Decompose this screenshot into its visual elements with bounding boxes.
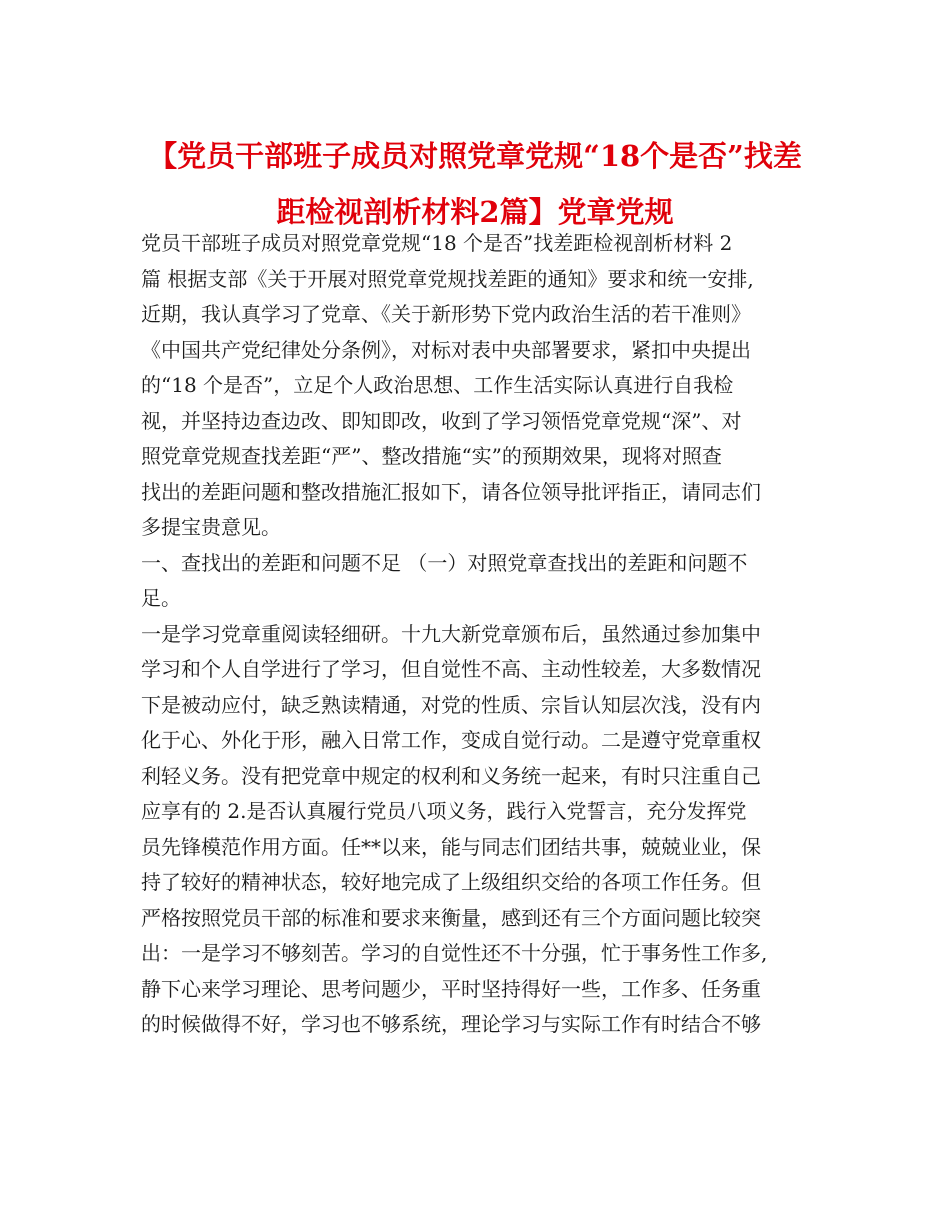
title-line: 距检视剖析材料2篇】党章党规 [276, 195, 674, 229]
body-line: 近期，我认真学习了党章、《关于新形势下党内政治生活的若干准则》 [141, 302, 751, 326]
body-line: 的时候做得不好，学习也不够系统，理论学习与实际工作有时结合不够 [141, 1012, 761, 1036]
body-line: 足。 [141, 586, 181, 610]
title-line: 【党员干部班子成员对照党章党规“18个是否”找差 [148, 139, 802, 173]
document-title [100, 128, 850, 240]
body-line: 员先锋模范作用方面。任**以来，能与同志们团结共事，兢兢业业，保 [141, 834, 761, 859]
body-line: 找出的差距问题和整改措施汇报如下，请各位领导批评指正，请同志们 [141, 479, 761, 504]
body-line: 出：一是学习不够刻苦。学习的自觉性还不十分强，忙于事务性工作多, [141, 941, 768, 965]
body-line: 利轻义务。没有把党章中规定的权利和义务统一起来，有时只注重自己 [141, 763, 761, 788]
body-line: 化于心、外化于形，融入日常工作，变成自觉行动。二是遵守党章重权 [141, 728, 761, 752]
document-body [141, 226, 821, 1043]
body-line: 学习和个人自学进行了学习，但自觉性不高、主动性较差，大多数情况 [141, 657, 761, 681]
body-line: 篇 根据支部《关于开展对照党章党规找差距的通知》要求和统一安排, [141, 266, 754, 291]
body-line: 多提宝贵意见。 [141, 515, 281, 539]
body-line: 持了较好的精神状态，较好地完成了上级组织交给的各项工作任务。但 [141, 870, 761, 894]
body-line: 党员干部班子成员对照党章党规“18 个是否”找差距检视剖析材料 2 [141, 231, 733, 255]
body-line: 照党章党规查找差距“严”、整改措施“实”的预期效果，现将对照查 [141, 444, 722, 468]
body-line: 下是被动应付，缺乏熟读精通，对党的性质、宗旨认知层次浅，没有内 [141, 692, 761, 717]
body-line: 应享有的 2.是否认真履行党员八项义务，践行入党誓言，充分发挥党 [141, 799, 747, 823]
body-line: 一是学习党章重阅读轻细研。十九大新党章颁布后，虽然通过参加集中 [141, 621, 761, 646]
body-line: 静下心来学习理论、思考问题少，平时坚持得好一些，工作多、任务重 [141, 976, 761, 1001]
body-line: 《中国共产党纪律处分条例》，对标对表中央部署要求，紧扣中央提出 [141, 337, 751, 362]
body-line: 一、查找出的差距和问题不足 （一）对照党章查找出的差距和问题不 [141, 550, 748, 575]
body-line: 的“18 个是否”，立足个人政治思想、工作生活实际认真进行自我检 [141, 373, 734, 397]
body-line: 严格按照党员干部的标准和要求来衡量，感到还有三个方面问题比较突 [141, 905, 761, 930]
body-line: 视，并坚持边查边改、即知即改，收到了学习领悟党章党规“深”、对 [141, 408, 742, 433]
